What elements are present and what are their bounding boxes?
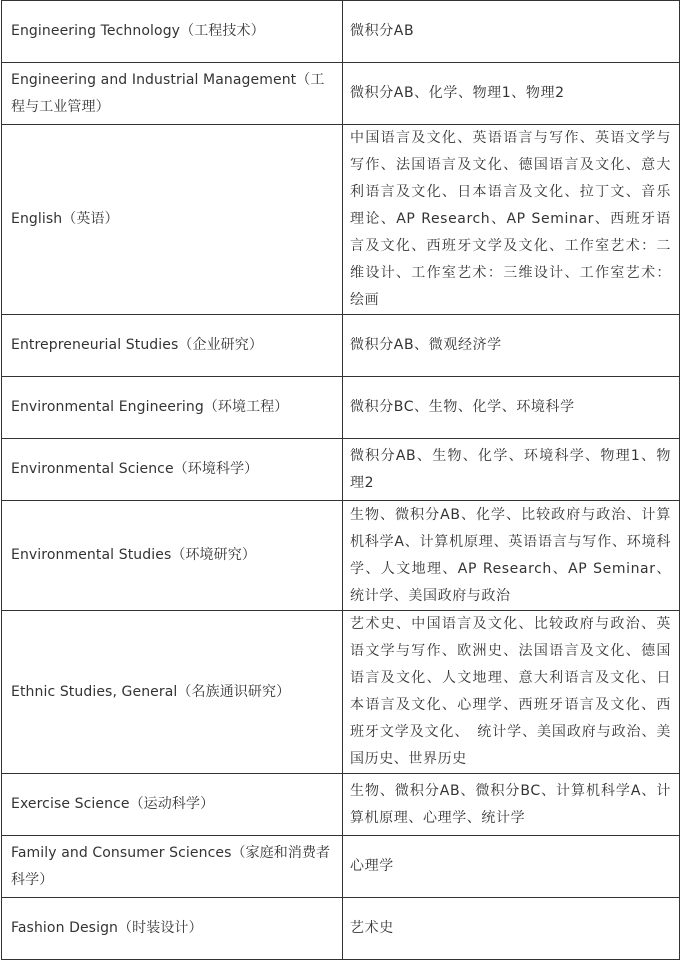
major-name: Engineering and Industrial Management（工程与工业管理） (2, 63, 343, 125)
recommended-courses: 生物、微积分AB、微积分BC、计算机科学A、计算机原理、心理学、统计学 (343, 774, 680, 836)
table-row (2, 315, 680, 377)
major-name: Entrepreneurial Studies（企业研究） (2, 315, 343, 377)
major-name: Fashion Design（时装设计） (2, 898, 343, 960)
recommended-courses: 艺术史、中国语言及文化、比较政府与政治、英语文学与写作、欧洲史、法国语言及文化、德国语言及文化、人文地理、意大利语言及文化、日本语言及文化、心理学、西班牙语言及文化、西班牙文学及文化、 统计学、美国政府与政治、美国历史、世界历史 (343, 611, 680, 774)
recommended-courses: 生物、微积分AB、化学、比较政府与政治、计算机科学A、计算机原理、英语语言与写作、环境科学、人文地理、AP Research、AP Seminar、统计学、美国政府与政治 (343, 501, 680, 611)
table-row (2, 439, 680, 501)
recommended-courses: 微积分AB、化学、物理1、物理2 (343, 63, 680, 125)
major-name: Environmental Science（环境科学） (2, 439, 343, 501)
major-name: Family and Consumer Sciences（家庭和消费者科学） (2, 836, 343, 898)
table-row (2, 1, 680, 63)
major-name: Engineering Technology（工程技术） (2, 1, 343, 63)
major-course-table (1, 0, 680, 960)
recommended-courses: 心理学 (343, 836, 680, 898)
table-row (2, 898, 680, 960)
major-name: Exercise Science（运动科学） (2, 774, 343, 836)
table-row (2, 611, 680, 774)
major-name: Ethnic Studies, General（名族通识研究） (2, 611, 343, 774)
recommended-courses: 微积分AB (343, 1, 680, 63)
table-row (2, 836, 680, 898)
major-name: Environmental Engineering（环境工程） (2, 377, 343, 439)
table-row (2, 125, 680, 315)
major-name: English（英语） (2, 125, 343, 315)
recommended-courses: 微积分AB、微观经济学 (343, 315, 680, 377)
recommended-courses: 微积分AB、生物、化学、环境科学、物理1、物理2 (343, 439, 680, 501)
recommended-courses: 艺术史 (343, 898, 680, 960)
table-row (2, 501, 680, 611)
recommended-courses: 微积分BC、生物、化学、环境科学 (343, 377, 680, 439)
major-name: Environmental Studies（环境研究） (2, 501, 343, 611)
table-row (2, 774, 680, 836)
table-row (2, 63, 680, 125)
table-row (2, 377, 680, 439)
recommended-courses: 中国语言及文化、英语语言与写作、英语文学与写作、法国语言及文化、德国语言及文化、意大利语言及文化、日本语言及文化、拉丁文、音乐理论、AP Research、AP Seminar、西班牙语言及文化、西班牙文学及文化、工作室艺术：二维设计、工作室艺术：三维设计、工作室艺术：绘画 (343, 125, 680, 315)
